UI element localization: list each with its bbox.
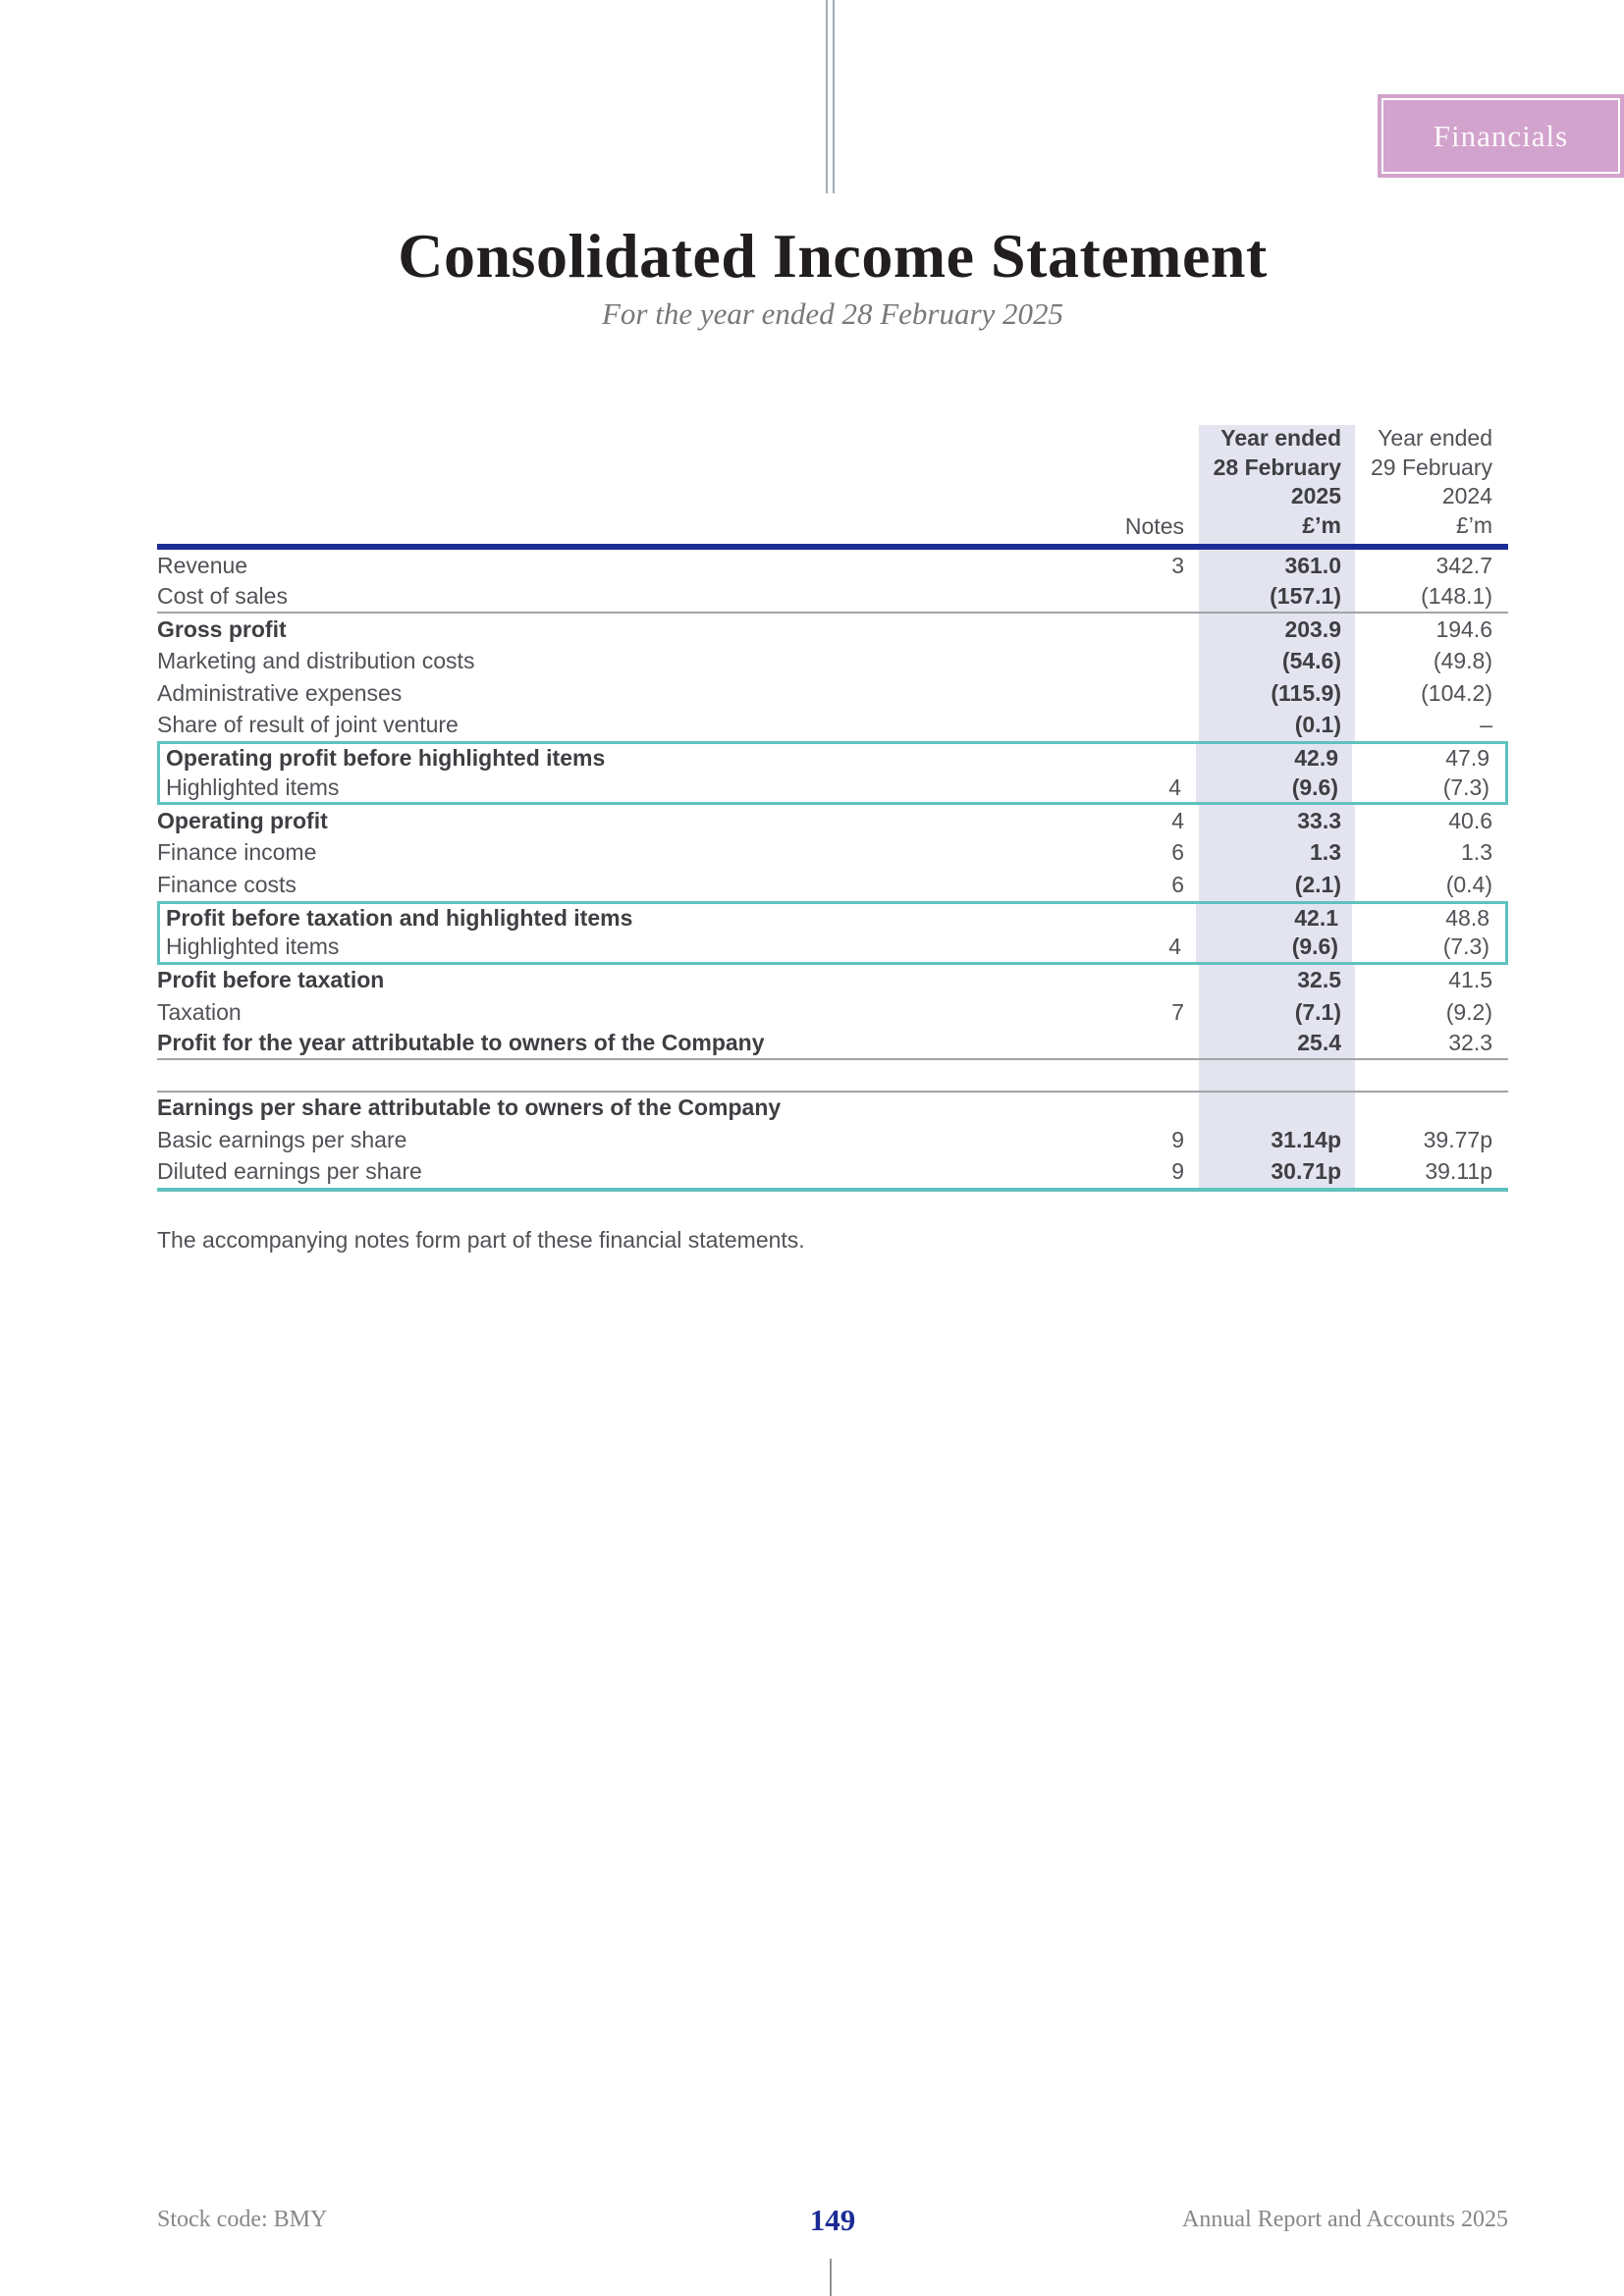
row-value-2024: (0.4) <box>1445 871 1492 897</box>
row-note <box>1115 1093 1184 1125</box>
row-value-2024 <box>1355 1060 1508 1091</box>
header-line: £’m <box>1302 511 1341 538</box>
row-label: Earnings per share attributable to owners of the Company <box>157 1095 782 1121</box>
top-double-rule <box>826 0 835 193</box>
header-col-2025 <box>1199 425 1355 544</box>
row-label: Administrative expenses <box>157 679 403 706</box>
row-value-2025 <box>1199 1093 1355 1125</box>
table-row <box>157 710 1508 742</box>
header-col-2024 <box>1355 425 1508 544</box>
row-value-2025: (157.1) <box>1199 582 1355 613</box>
row-note: 6 <box>1171 839 1184 866</box>
section-tab-label: Financials <box>1381 98 1620 174</box>
header-line: 29 February <box>1370 454 1492 480</box>
bottom-rule <box>830 2259 832 2296</box>
row-value-2025: 33.3 <box>1199 805 1355 837</box>
row-value-2024: 194.6 <box>1435 615 1492 642</box>
row-note <box>1115 1029 1184 1059</box>
page-footer <box>157 2203 1508 2238</box>
section-tab-financials <box>1378 94 1624 178</box>
row-label: Diluted earnings per share <box>157 1158 422 1185</box>
row-note <box>1115 965 1184 997</box>
table-row <box>157 1060 1508 1093</box>
header-spacer <box>157 425 1115 544</box>
row-value-2025: 31.14p <box>1199 1124 1355 1156</box>
table-row <box>157 774 1508 806</box>
row-label: Profit before taxation and highlighted items <box>166 904 633 931</box>
row-label: Operating profit before highlighted items <box>166 745 606 772</box>
table-row <box>157 741 1508 774</box>
row-value-2024: 342.7 <box>1435 552 1492 578</box>
row-label: Finance costs <box>157 871 297 897</box>
row-value-2024: (9.2) <box>1445 998 1492 1025</box>
table-body <box>157 550 1508 1192</box>
row-value-2024: (148.1) <box>1421 583 1492 610</box>
row-value-2024: – <box>1480 712 1492 738</box>
row-label: Highlighted items <box>166 934 340 960</box>
page-subtitle: For the year ended 28 February 2025 <box>601 296 1064 331</box>
row-value-2025: (0.1) <box>1199 710 1355 742</box>
row-value-2024: 39.11p <box>1425 1158 1492 1185</box>
income-statement-table <box>157 425 1508 1192</box>
rule-line <box>833 0 835 193</box>
row-value-2025: 361.0 <box>1199 550 1355 582</box>
page-number: 149 <box>809 2203 856 2237</box>
row-value-2025: (54.6) <box>1199 646 1355 678</box>
row-value-2024 <box>1355 1093 1508 1125</box>
table-row <box>157 869 1508 901</box>
table-row <box>157 1124 1508 1156</box>
row-note <box>1115 582 1184 613</box>
table-row <box>157 614 1508 646</box>
row-note <box>1112 904 1181 934</box>
table-row <box>157 933 1508 965</box>
row-label: Share of result of joint venture <box>157 712 459 738</box>
row-note: 3 <box>1171 552 1184 578</box>
page-title: Consolidated Income Statement <box>398 221 1268 291</box>
row-note <box>1115 1060 1184 1091</box>
row-value-2025: 42.9 <box>1196 744 1352 774</box>
row-value-2024: (7.3) <box>1442 774 1489 800</box>
header-line: Year ended <box>1220 425 1341 451</box>
table-row <box>157 1093 1508 1125</box>
table-row <box>157 805 1508 837</box>
row-label: Profit for the year attributable to owners of the Company <box>157 1030 765 1056</box>
table-row <box>157 646 1508 678</box>
row-note: 6 <box>1171 871 1184 897</box>
row-note: 4 <box>1171 807 1184 833</box>
row-label: Cost of sales <box>157 583 288 610</box>
row-note <box>1115 677 1184 710</box>
row-label: Operating profit <box>157 807 328 833</box>
table-row <box>157 1029 1508 1061</box>
header-line: 28 February <box>1213 454 1341 480</box>
table-row <box>157 677 1508 710</box>
table-row <box>157 1156 1508 1189</box>
row-value-2025: 25.4 <box>1199 1029 1355 1059</box>
table-row <box>157 965 1508 997</box>
footer-stock-code: Stock code: BMY <box>157 2207 328 2232</box>
row-label: Revenue <box>157 552 248 578</box>
row-note: 9 <box>1171 1158 1184 1185</box>
row-value-2025: (9.6) <box>1196 933 1352 962</box>
notes-label: Notes <box>1124 513 1184 539</box>
table-row <box>157 550 1508 582</box>
row-note <box>1115 710 1184 742</box>
row-label: Basic earnings per share <box>157 1126 407 1152</box>
row-value-2025: (115.9) <box>1199 677 1355 710</box>
header-line: £’m <box>1455 511 1492 538</box>
header-line: 2024 <box>1441 483 1492 508</box>
row-value-2025: 32.5 <box>1199 965 1355 997</box>
row-value-2024: (104.2) <box>1421 679 1492 706</box>
row-note: 4 <box>1168 774 1181 800</box>
row-value-2025: 30.71p <box>1199 1156 1355 1189</box>
row-value-2024: (7.3) <box>1442 934 1489 960</box>
row-label: Profit before taxation <box>157 967 385 993</box>
row-value-2024: 41.5 <box>1448 967 1492 993</box>
table-row <box>157 901 1508 934</box>
row-note <box>1112 744 1181 774</box>
row-value-2024: (49.8) <box>1433 648 1492 674</box>
table-row <box>157 582 1508 614</box>
row-note: 7 <box>1171 998 1184 1025</box>
row-note: 9 <box>1171 1126 1184 1152</box>
row-label: Finance income <box>157 839 317 866</box>
row-value-2025 <box>1199 1060 1355 1091</box>
row-value-2025: (2.1) <box>1199 869 1355 901</box>
row-value-2024: 47.9 <box>1445 745 1489 772</box>
row-note: 4 <box>1168 934 1181 960</box>
row-label: Marketing and distribution costs <box>157 648 475 674</box>
row-value-2025: 42.1 <box>1196 904 1352 934</box>
row-value-2024: 40.6 <box>1448 807 1492 833</box>
row-label: Highlighted items <box>166 774 340 800</box>
row-value-2024: 39.77p <box>1423 1126 1492 1152</box>
table-header <box>157 425 1508 550</box>
row-value-2024: 32.3 <box>1448 1030 1492 1056</box>
table-row <box>157 837 1508 870</box>
row-value-2024: 1.3 <box>1461 839 1492 866</box>
row-note <box>1115 614 1184 646</box>
header-line: Year ended <box>1378 425 1492 451</box>
row-value-2025: (7.1) <box>1199 996 1355 1029</box>
table-row <box>157 996 1508 1029</box>
footer-report-title: Annual Report and Accounts 2025 <box>1182 2207 1508 2232</box>
row-value-2024: 48.8 <box>1445 904 1489 931</box>
header-notes <box>1115 425 1184 544</box>
row-value-2025: (9.6) <box>1196 774 1352 803</box>
row-value-2025: 1.3 <box>1199 837 1355 870</box>
rule-line <box>826 0 828 193</box>
row-label: Taxation <box>157 998 242 1025</box>
row-value-2025: 203.9 <box>1199 614 1355 646</box>
footnote: The accompanying notes form part of these financial statements. <box>157 1227 805 1253</box>
header-line: 2025 <box>1290 483 1341 508</box>
row-label: Gross profit <box>157 615 287 642</box>
row-note <box>1115 646 1184 678</box>
